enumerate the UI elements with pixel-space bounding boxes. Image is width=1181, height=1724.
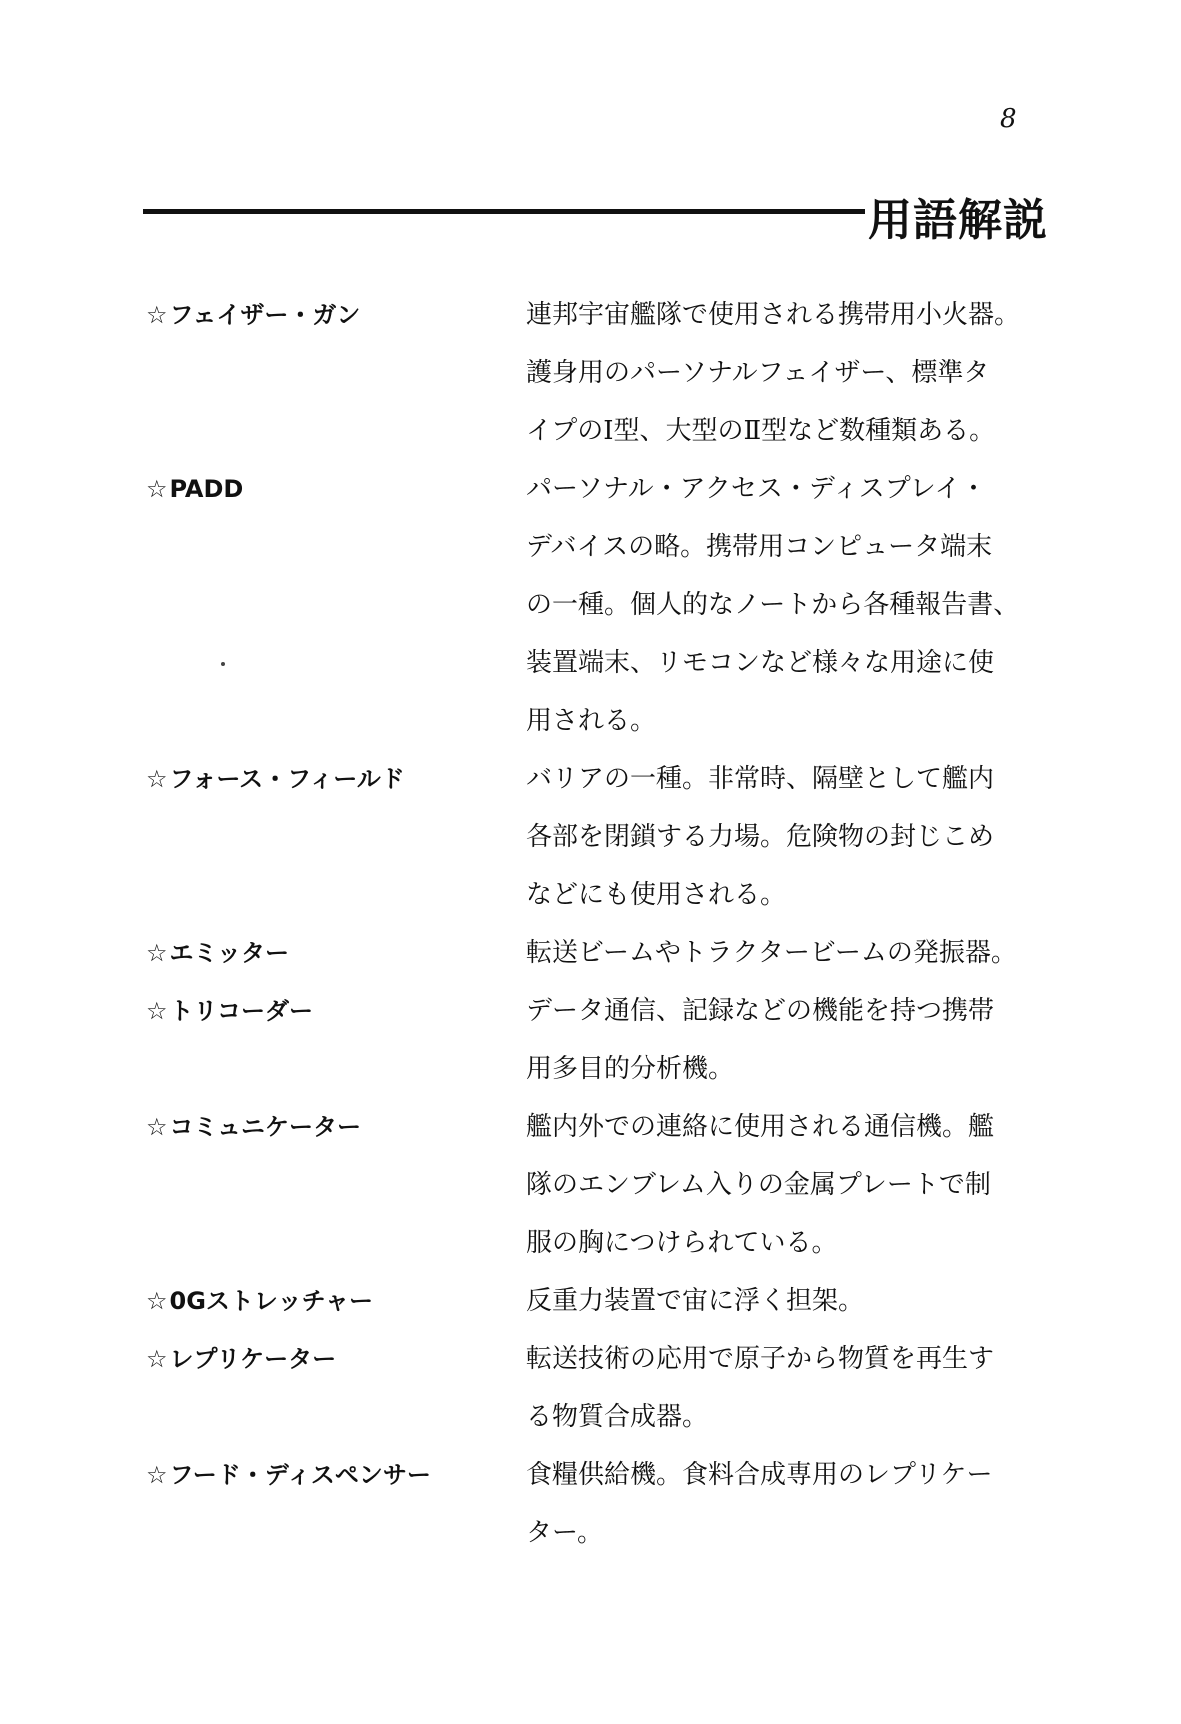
star-icon: ☆ (146, 301, 168, 329)
star-icon: ☆ (146, 997, 168, 1025)
page-number: 8 (1000, 104, 1017, 134)
star-icon: ☆ (146, 1287, 168, 1315)
star-icon: ☆ (146, 475, 168, 503)
glossary-entry (146, 286, 1086, 460)
definition-line: 護身用のパーソナルフェイザー、標準タ (526, 358, 990, 388)
glossary-term (146, 286, 526, 344)
glossary-definition (526, 750, 1086, 924)
glossary-term (146, 1330, 526, 1388)
term-label: コミュニケーター (169, 1113, 362, 1141)
star-icon: ☆ (146, 1461, 168, 1489)
definition-line: データ通信、記録などの機能を持つ携帯 (526, 996, 995, 1026)
glossary-list (146, 286, 1086, 1562)
definition-line: バリアの一種。非常時、隔壁として艦内 (526, 764, 995, 794)
glossary-definition (526, 982, 1086, 1098)
glossary-term (146, 982, 526, 1040)
glossary-definition (526, 460, 1086, 750)
term-label: PADD (169, 475, 244, 503)
glossary-term (146, 924, 526, 982)
glossary-definition (526, 1446, 1086, 1562)
glossary-definition (526, 1330, 1086, 1446)
definition-line: 連邦宇宙艦隊で使用される携帯用小火器。 (526, 300, 1021, 330)
glossary-entry (146, 460, 1086, 750)
term-label: フェイザー・ガン (169, 301, 361, 329)
glossary-term (146, 460, 526, 518)
star-icon: ☆ (146, 1113, 168, 1141)
glossary-term (146, 750, 526, 808)
definition-line: 艦内外での連絡に使用される通信機。艦 (526, 1112, 995, 1142)
star-icon: ☆ (146, 939, 168, 967)
glossary-entry (146, 750, 1086, 924)
definition-line: る物質合成器。 (526, 1402, 709, 1432)
glossary-entry (146, 982, 1086, 1098)
glossary-definition (526, 286, 1086, 460)
glossary-entry (146, 924, 1086, 982)
page-title: 用語解説 (868, 195, 1048, 246)
definition-line: の一種。個人的なノートから各種報告書、 (526, 590, 1020, 620)
definition-line: 用多目的分析機。 (526, 1054, 735, 1084)
ink-speck (221, 662, 225, 666)
term-label: フード・ディスペンサー (169, 1461, 431, 1489)
glossary-definition (526, 1098, 1086, 1272)
definition-line: 各部を閉鎖する力場。危険物の封じこめ (526, 822, 995, 852)
header-rule (143, 209, 865, 214)
definition-line: 転送技術の応用で原子から物質を再生す (526, 1344, 995, 1374)
glossary-entry (146, 1330, 1086, 1446)
term-label: トリコーダー (169, 997, 314, 1025)
star-icon: ☆ (146, 1345, 168, 1373)
definition-line: 用される。 (526, 706, 657, 736)
definition-line: デバイスの略。携帯用コンピュータ端末 (526, 532, 993, 562)
glossary-entry (146, 1446, 1086, 1562)
definition-line: 服の胸につけられている。 (526, 1228, 838, 1258)
definition-line: 装置端末、リモコンなど様々な用途に使 (526, 648, 995, 678)
glossary-entry (146, 1098, 1086, 1272)
definition-line: パーソナル・アクセス・ディスプレイ・ (526, 474, 987, 504)
term-label: エミッター (169, 939, 290, 967)
glossary-term (146, 1272, 526, 1330)
definition-line: 転送ビームやトラクタービームの発振器。 (526, 938, 1017, 968)
definition-line: 反重力装置で宙に浮く担架。 (526, 1286, 865, 1316)
term-label: フォース・フィールド (169, 765, 405, 793)
definition-line: 食糧供給機。食料合成専用のレプリケー (526, 1460, 993, 1490)
definition-line: 隊のエンブレム入りの金属プレートで制 (526, 1170, 991, 1200)
glossary-entry (146, 1272, 1086, 1330)
glossary-term (146, 1098, 526, 1156)
star-icon: ☆ (146, 765, 168, 793)
term-label: レプリケーター (169, 1345, 337, 1373)
glossary-definition (526, 1272, 1086, 1330)
term-label: 0Gストレッチャー (169, 1287, 373, 1315)
glossary-definition (526, 924, 1086, 982)
definition-line: ター。 (526, 1518, 603, 1548)
definition-line: イプのⅠ型、大型のⅡ型など数種類ある。 (526, 416, 996, 446)
glossary-term (146, 1446, 526, 1504)
definition-line: などにも使用される。 (526, 880, 787, 910)
